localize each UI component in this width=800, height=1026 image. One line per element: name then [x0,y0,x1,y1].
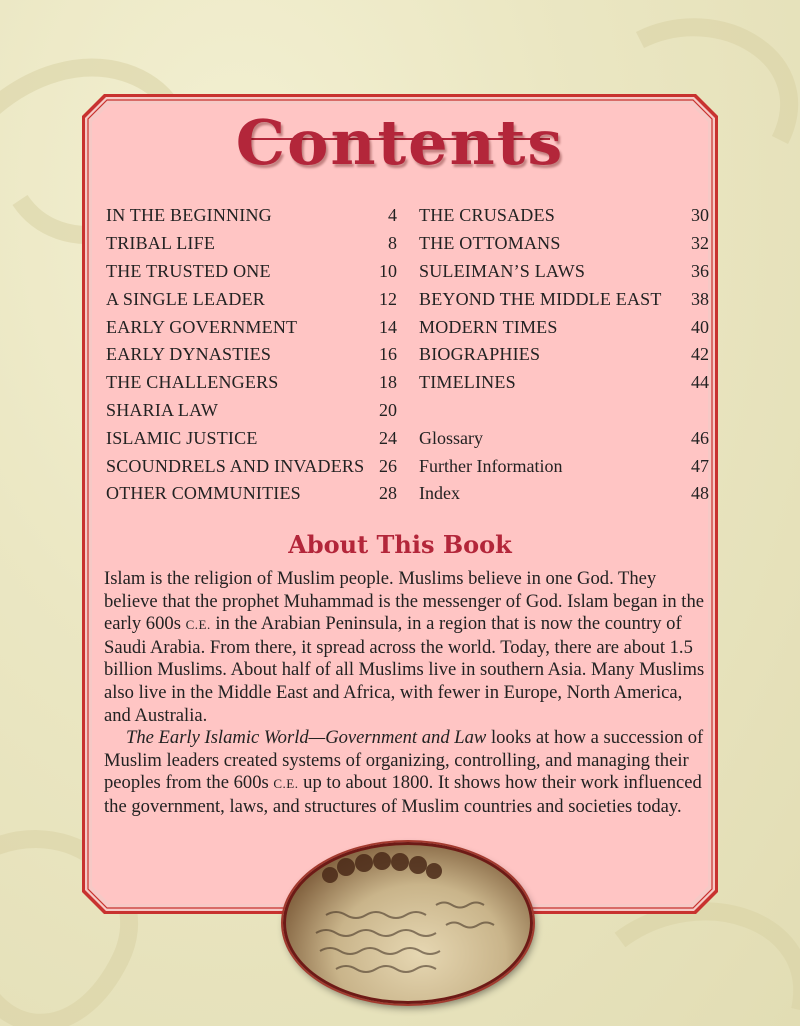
toc-entry[interactable]: BEYOND THE MIDDLE EAST 38 [419,288,709,309]
toc-entry[interactable]: SULEIMAN’S LAWS 36 [419,260,709,281]
toc-entry[interactable]: EARLY GOVERNMENT 14 [106,316,397,337]
toc-entry[interactable]: THE CHALLENGERS 18 [106,372,397,393]
toc-entry[interactable]: A SINGLE LEADER 12 [106,288,397,309]
manuscript-photo [283,842,533,1004]
toc-entry[interactable]: EARLY DYNASTIES 16 [106,344,397,365]
toc-entry[interactable]: IN THE BEGINNING 4 [106,205,397,226]
about-heading: About This Book [288,530,512,559]
toc-spacer [419,397,709,425]
toc-entry[interactable]: THE CRUSADES 30 [419,205,709,226]
about-paragraph: Islam is the religion of Muslim people. Muslims believe in one God. They believe that the prophet Muhammad is the messenger of God. Islam began in the early 600s C.E. in the Arabian Peninsula, in a region that is now the country of Saudi Arabia. From there, it spread across the world. Today, there are about 1.5 billion Muslims. About half of all Muslims live in southern Asia. Many Muslims also live in the Middle East and Africa, with fewer in Europe, North America, and Australia. [104,568,705,726]
toc-entry[interactable]: BIOGRAPHIES 42 [419,344,709,365]
toc-entry-back-matter[interactable]: Further Information 47 [419,455,709,476]
toc-entry[interactable]: THE TRUSTED ONE 10 [106,260,397,281]
toc-left-column [106,202,397,508]
contents-title: Contents [235,106,565,179]
toc-entry[interactable]: SHARIA LAW 20 [106,399,397,420]
contents-panel [82,94,718,914]
about-paragraph: The Early Islamic World—Government and Law looks at how a succession of Muslim leaders created systems of organizing, controlling, and managing their peoples from the 600s C.E. up to about 1800. It shows how their work influenced the government, laws, and structures of Muslim countries and societies today. [104,727,704,817]
about-text [104,568,709,819]
toc-entry[interactable]: SCOUNDRELS AND INVADERS 26 [106,455,397,476]
book-title: The Early Islamic World—Government and Law [126,727,487,749]
toc-entry[interactable]: TRIBAL LIFE 8 [106,233,397,254]
toc-entry[interactable]: OTHER COMMUNITIES 28 [106,483,397,504]
toc-entry-back-matter[interactable]: Glossary 46 [419,427,709,448]
toc-entry[interactable]: ISLAMIC JUSTICE 24 [106,427,397,448]
toc-entry[interactable]: MODERN TIMES 40 [419,316,709,337]
toc-entry[interactable]: TIMELINES 44 [419,372,709,393]
era-abbrev: C.E. [185,617,211,633]
toc-entry-back-matter[interactable]: Index 48 [419,483,709,504]
toc-right-column [419,202,709,508]
era-abbrev: C.E. [273,776,299,792]
toc-entry[interactable]: THE OTTOMANS 32 [419,233,709,254]
manuscript-photo-art [286,845,530,1001]
